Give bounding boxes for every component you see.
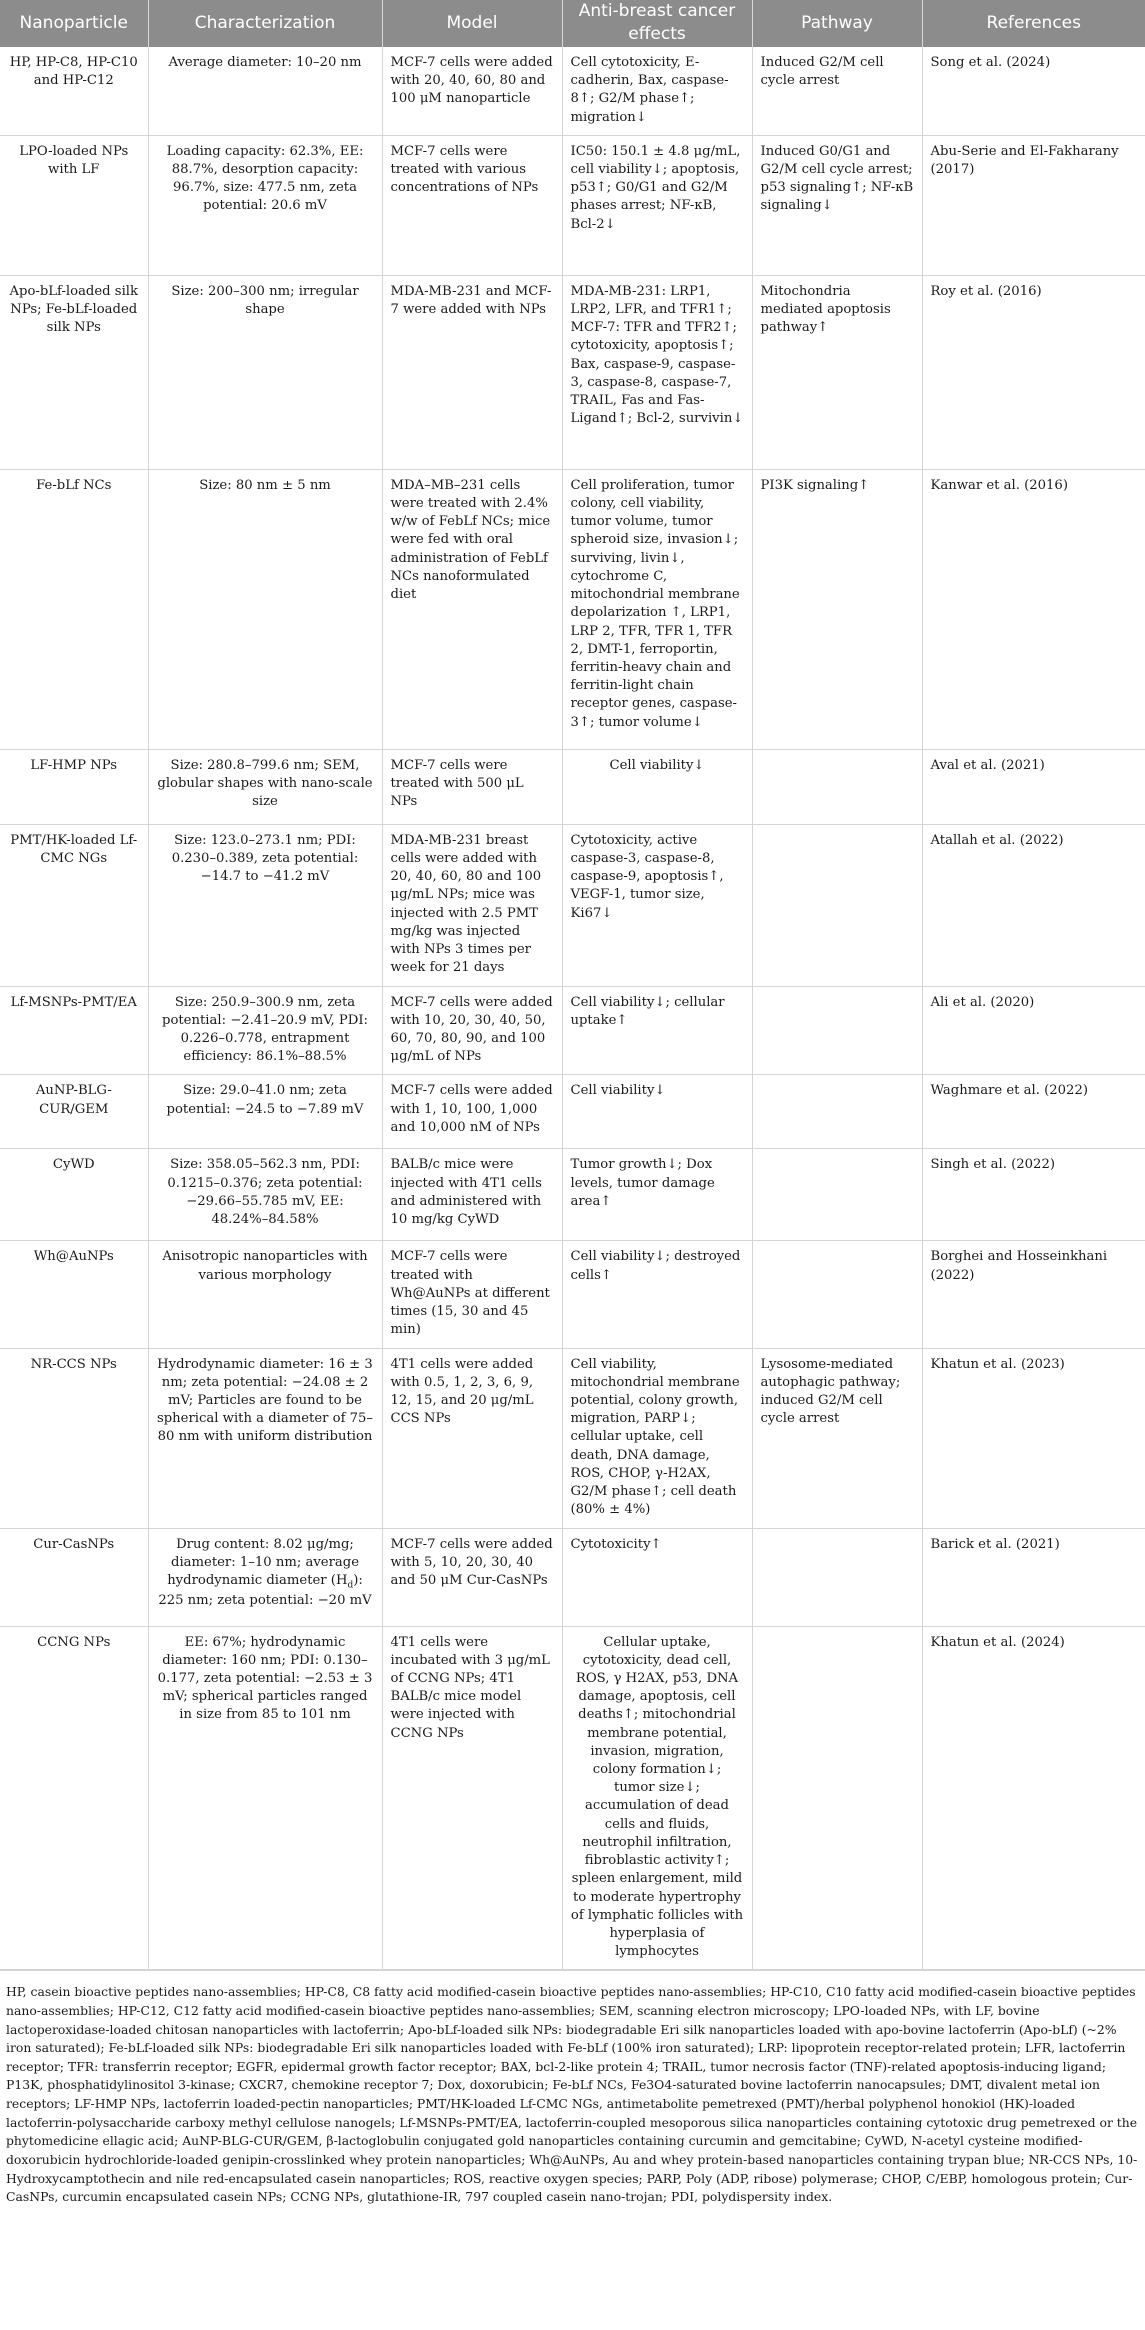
cell-reference: Aval et al. (2021) — [922, 749, 1145, 824]
characterization-text: ): 225 nm; zeta potential: −20 mV — [158, 1572, 372, 1608]
header-references: References — [922, 0, 1145, 47]
header-model: Model — [382, 0, 562, 47]
cell-pathway: Induced G0/G1 and G2/M cell cycle arrest; p53 signaling↑; NF-κB signaling↓ — [752, 135, 922, 275]
cell-effects: Cell viability↓ — [562, 749, 752, 824]
table-row — [0, 1149, 1145, 1241]
cell-nanoparticle: HP, HP-C8, HP-C10 and HP-C12 — [0, 47, 148, 135]
cell-pathway: PI3K signaling↑ — [752, 469, 922, 749]
cell-nanoparticle: Lf-MSNPs-PMT/EA — [0, 986, 148, 1075]
cell-characterization: Size: 123.0–273.1 nm; PDI: 0.230–0.389, zeta potential: −14.7 to −41.2 mV — [148, 824, 382, 986]
cell-reference: Singh et al. (2022) — [922, 1149, 1145, 1241]
cell-nanoparticle: CyWD — [0, 1149, 148, 1241]
cell-reference: Khatun et al. (2024) — [922, 1626, 1145, 1970]
table-row — [0, 749, 1145, 824]
cell-effects: Cell viability↓; destroyed cells↑ — [562, 1241, 752, 1348]
header-pathway: Pathway — [752, 0, 922, 47]
cell-characterization: Size: 29.0–41.0 nm; zeta potential: −24.5 to −7.89 mV — [148, 1075, 382, 1149]
characterization-text: Drug content: 8.02 μg/mg; diameter: 1–10 nm; average hydrodynamic diameter (H — [167, 1536, 359, 1588]
cell-model: MDA–MB–231 cells were treated with 2.4% w/w of FebLf NCs; mice were fed with oral administration of FebLf NCs nanoformulated diet — [382, 469, 562, 749]
cell-model: MCF-7 cells were added with 10, 20, 30, 40, 50, 60, 70, 80, 90, and 100 μg/mL of NPs — [382, 986, 562, 1075]
cell-characterization: Size: 200–300 nm; irregular shape — [148, 275, 382, 469]
cell-nanoparticle: LPO-loaded NPs with LF — [0, 135, 148, 275]
cell-model: MCF-7 cells were added with 1, 10, 100, 1,000 and 10,000 nM of NPs — [382, 1075, 562, 1149]
table-row — [0, 275, 1145, 469]
cell-reference: Song et al. (2024) — [922, 47, 1145, 135]
cell-effects: MDA-MB-231: LRP1, LRP2, LFR, and TFR1↑; MCF-7: TFR and TFR2↑; cytotoxicity, apoptosis↑; Bax, caspase-9, caspase-3, caspase-8, caspase-7, TRAIL, Fas and Fas-Ligand↑; Bcl-2, survivin↓ — [562, 275, 752, 469]
cell-characterization: Size: 250.9–300.9 nm, zeta potential: −2.41–20.9 mV, PDI: 0.226–0.778, entrapment efficiency: 86.1%–88.5% — [148, 986, 382, 1075]
cell-pathway — [752, 1241, 922, 1348]
cell-nanoparticle: NR-CCS NPs — [0, 1348, 148, 1528]
cell-effects: Cell viability↓ — [562, 1075, 752, 1149]
cell-characterization: EE: 67%; hydrodynamic diameter: 160 nm; PDI: 0.130–0.177, zeta potential: −2.53 ± 3 mV; spherical particles ranged in size from 85 to 101 nm — [148, 1626, 382, 1970]
cell-model: BALB/c mice were injected with 4T1 cells and administered with 10 mg/kg CyWD — [382, 1149, 562, 1241]
cell-model: 4T1 cells were added with 0.5, 1, 2, 3, 6, 9, 12, 15, and 20 μg/mL CCS NPs — [382, 1348, 562, 1528]
cell-nanoparticle: Wh@AuNPs — [0, 1241, 148, 1348]
cell-characterization: Size: 80 nm ± 5 nm — [148, 469, 382, 749]
header-nanoparticle: Nanoparticle — [0, 0, 148, 47]
table-header — [0, 0, 1145, 47]
table-row — [0, 986, 1145, 1075]
header-effects: Anti-breast cancer effects — [562, 0, 752, 47]
table-body — [0, 47, 1145, 1970]
cell-effects: Cytotoxicity↑ — [562, 1528, 752, 1626]
table-row — [0, 47, 1145, 135]
cell-reference: Waghmare et al. (2022) — [922, 1075, 1145, 1149]
cell-nanoparticle: PMT/HK-loaded Lf-CMC NGs — [0, 824, 148, 986]
cell-reference: Atallah et al. (2022) — [922, 824, 1145, 986]
table-row — [0, 1348, 1145, 1528]
cell-pathway: Induced G2/M cell cycle arrest — [752, 47, 922, 135]
cell-model: MCF-7 cells were added with 20, 40, 60, 80 and 100 μM nanoparticle — [382, 47, 562, 135]
cell-reference: Khatun et al. (2023) — [922, 1348, 1145, 1528]
table-row — [0, 1528, 1145, 1626]
cell-effects: Cytotoxicity, active caspase-3, caspase-8, caspase-9, apoptosis↑, VEGF-1, tumor size, Ki67↓ — [562, 824, 752, 986]
cell-effects: Cell viability, mitochondrial membrane potential, colony growth, migration, PARP↓; cellular uptake, cell death, DNA damage, ROS, CHOP, γ-H2AX, G2/M phase↑; cell death (80% ± 4%) — [562, 1348, 752, 1528]
cell-characterization: Average diameter: 10–20 nm — [148, 47, 382, 135]
cell-reference: Kanwar et al. (2016) — [922, 469, 1145, 749]
cell-characterization: Hydrodynamic diameter: 16 ± 3 nm; zeta potential: −24.08 ± 2 mV; Particles are found to be spherical with a diameter of 75–80 nm with uniform distribution — [148, 1348, 382, 1528]
table-row — [0, 1241, 1145, 1348]
cell-characterization: Loading capacity: 62.3%, EE: 88.7%, desorption capacity: 96.7%, size: 477.5 nm, zeta potential: 20.6 mV — [148, 135, 382, 275]
cell-nanoparticle: Apo-bLf-loaded silk NPs; Fe-bLf-loaded silk NPs — [0, 275, 148, 469]
cell-nanoparticle: Fe-bLf NCs — [0, 469, 148, 749]
cell-effects: Cellular uptake, cytotoxicity, dead cell, ROS, γ H2AX, p53, DNA damage, apoptosis, cell deaths↑; mitochondrial membrane potential, invasion, migration, colony formation↓; tumor size↓; accumulation of dead cells and fluids, neutrophil infiltration, fibroblastic activity↑; spleen enlargement, mild to moderate hypertrophy of lymphatic follicles with hyperplasia of lymphocytes — [562, 1626, 752, 1970]
cell-reference: Abu-Serie and El-Fakharany (2017) — [922, 135, 1145, 275]
table-row — [0, 1626, 1145, 1970]
header-characterization: Characterization — [148, 0, 382, 47]
cell-pathway — [752, 824, 922, 986]
table-footnote: HP, casein bioactive peptides nano-assemblies; HP-C8, C8 fatty acid modified-casein bioactive peptides nano-assemblies; HP-C10, C10 fatty acid modified-casein bioactive peptides nano-assemblies; HP-C12, C12 fatty acid modified-casein bioactive peptides nano-assemblies; SEM, scanning electron microscopy; LPO-loaded NPs, with LF, bovine lactoperoxidase-loaded chitosan nanoparticles with lactoferrin; Apo-bLf-loaded silk NPs: biodegradable Eri silk nanoparticles loaded with apo-bovine lactoferrin (Apo-bLf) (~2% iron saturated); Fe-bLf-loaded silk NPs: biodegradable Eri silk nanoparticles loaded with Fe-bLf (100% iron saturated); LRP: lipoprotein receptor-related protein; LFR, lactoferrin receptor; TFR: transferrin receptor; EGFR, epidermal growth factor receptor; BAX, bcl-2-like protein 4; TRAIL, tumor necrosis factor (TNF)-related apoptosis-inducing ligand; P13K, phosphatidylinositol 3-kinase; CXCR7, chemokine receptor 7; Dox, doxorubicin; Fe-bLf NCs, Fe3O4-saturated bovine lactoferrin nanocapsules; DMT, divalent metal ion receptors; LF-HMP NPs, lactoferrin loaded-pectin nanoparticles; PMT/HK-loaded Lf-CMC NGs, antimetabolite pemetrexed (PMT)/herbal polyphenol honokiol (HK)-loaded lactoferrin-polysaccharide carboxy methyl cellulose nanogels; Lf-MSNPs-PMT/EA, lactoferrin-coupled mesoporous silica nanoparticles containing cytotoxic drug pemetrexed or the phytomedicine ellagic acid; AuNP-BLG-CUR/GEM, β-lactoglobulin conjugated gold nanoparticles containing curcumin and gemcitabine; CyWD, N-acetyl cysteine modified-doxorubicin hydrochloride-loaded genipin-crosslinked whey protein nanoparticles; Wh@AuNPs, Au and whey protein-based nanoparticles containing trypan blue; NR-CCS NPs, 10-Hydroxycamptothecin and nile red-encapsulated casein nanoparticles; ROS, reactive oxygen species; PARP, Poly (ADP, ribose) polymerase; CHOP, C/EBP, homologous protein; Cur-CasNPs, curcumin encapsulated casein NPs; CCNG NPs, glutathione-IR, 797 coupled casein nano-trojan; PDI, polydispersity index. — [0, 1970, 1145, 2206]
cell-characterization: Anisotropic nanoparticles with various morphology — [148, 1241, 382, 1348]
cell-pathway — [752, 986, 922, 1075]
cell-reference: Barick et al. (2021) — [922, 1528, 1145, 1626]
cell-pathway — [752, 749, 922, 824]
cell-reference: Ali et al. (2020) — [922, 986, 1145, 1075]
cell-effects: IC50: 150.1 ± 4.8 μg/mL, cell viability↓; apoptosis, p53↑; G0/G1 and G2/M phases arrest; NF-κB, Bcl-2↓ — [562, 135, 752, 275]
cell-pathway — [752, 1075, 922, 1149]
cell-pathway — [752, 1149, 922, 1241]
table-row — [0, 1075, 1145, 1149]
cell-nanoparticle: LF-HMP NPs — [0, 749, 148, 824]
cell-model: MDA-MB-231 breast cells were added with 20, 40, 60, 80 and 100 μg/mL NPs; mice was injected with 2.5 PMT mg/kg was injected with NPs 3 times per week for 21 days — [382, 824, 562, 986]
cell-reference: Roy et al. (2016) — [922, 275, 1145, 469]
cell-characterization — [148, 1528, 382, 1626]
cell-pathway — [752, 1626, 922, 1970]
cell-model: MCF-7 cells were treated with various concentrations of NPs — [382, 135, 562, 275]
cell-characterization: Size: 358.05–562.3 nm, PDI: 0.1215–0.376; zeta potential: −29.66–55.785 mV, EE: 48.24%–84.58% — [148, 1149, 382, 1241]
cell-model: 4T1 cells were incubated with 3 μg/mL of CCNG NPs; 4T1 BALB/c mice model were injected with CCNG NPs — [382, 1626, 562, 1970]
cell-effects: Cell viability↓; cellular uptake↑ — [562, 986, 752, 1075]
cell-effects: Cell proliferation, tumor colony, cell viability, tumor volume, tumor spheroid size, invasion↓; surviving, livin↓, cytochrome C, mitochondrial membrane depolarization ↑, LRP1, LRP 2, TFR, TFR 1, TFR 2, DMT-1, ferroportin, ferritin-heavy chain and ferritin-light chain receptor genes, caspase-3↑; tumor volume↓ — [562, 469, 752, 749]
cell-nanoparticle: AuNP-BLG-CUR/GEM — [0, 1075, 148, 1149]
cell-model: MCF-7 cells were added with 5, 10, 20, 30, 40 and 50 μM Cur-CasNPs — [382, 1528, 562, 1626]
cell-effects: Cell cytotoxicity, E-cadherin, Bax, caspase-8↑; G2/M phase↑; migration↓ — [562, 47, 752, 135]
cell-pathway: Lysosome-mediated autophagic pathway; induced G2/M cell cycle arrest — [752, 1348, 922, 1528]
cell-model: MCF-7 cells were treated with Wh@AuNPs at different times (15, 30 and 45 min) — [382, 1241, 562, 1348]
cell-nanoparticle: CCNG NPs — [0, 1626, 148, 1970]
table-row — [0, 824, 1145, 986]
table-row — [0, 135, 1145, 275]
cell-reference: Borghei and Hosseinkhani (2022) — [922, 1241, 1145, 1348]
cell-model: MCF-7 cells were treated with 500 μL NPs — [382, 749, 562, 824]
cell-nanoparticle: Cur-CasNPs — [0, 1528, 148, 1626]
cell-effects: Tumor growth↓; Dox levels, tumor damage area↑ — [562, 1149, 752, 1241]
subscript-d: d — [347, 1580, 354, 1591]
cell-characterization: Size: 280.8–799.6 nm; SEM, globular shapes with nano-scale size — [148, 749, 382, 824]
table-row — [0, 469, 1145, 749]
cell-pathway: Mitochondria mediated apoptosis pathway↑ — [752, 275, 922, 469]
cell-pathway — [752, 1528, 922, 1626]
cell-model: MDA-MB-231 and MCF-7 were added with NPs — [382, 275, 562, 469]
